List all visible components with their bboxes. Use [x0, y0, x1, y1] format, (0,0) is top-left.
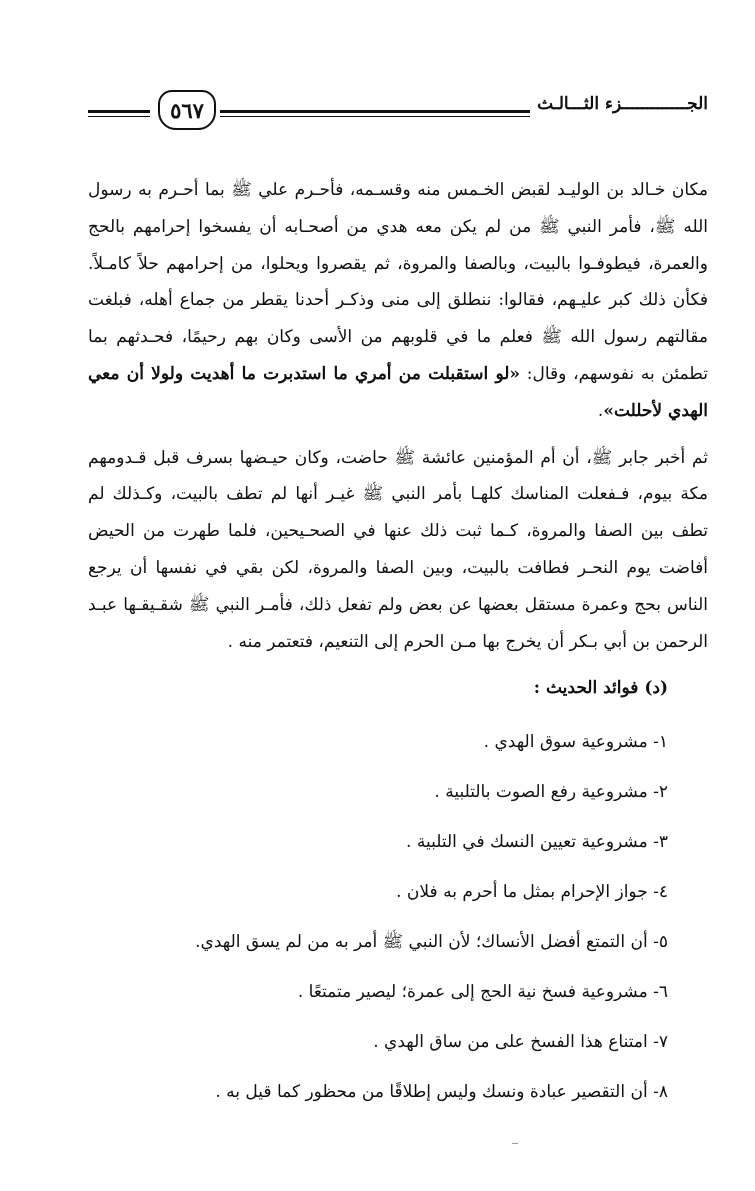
paragraph-1-tail: . — [597, 400, 604, 421]
hadith-quote: «لو استقبلت من أمري ما استدبرت ما أهديت ولولا أن معي الهدي لأحللت» — [88, 363, 708, 421]
list-item: ٧- امتناع هذا الفسخ على من ساق الهدي . — [373, 1032, 668, 1053]
list-item: ٣- مشروعية تعيين النسك في التلبية . — [406, 832, 668, 853]
header-rule-left — [88, 110, 150, 117]
list-item: ٢- مشروعية رفع الصوت بالتلبية . — [434, 782, 668, 803]
paragraph-1-text: مكان خـالد بن الوليـد لقبض الخـمس منه وقسـمه، فأحـرم علي ﷺ بما أحـرم به رسول الله ﷺ، فأمر النبي ﷺ من لم يكن معه هدي من أصحـابه أن يفسخوا إحرامهم بالحج والعمرة، فيطوفـوا بالبيت، وبالصفا والمروة، ثم يقصروا ويحلوا، من إحرامهم حلاً كامـلاً. فكأن ذلك كبر عليـهم، فقالوا: ننطلق إلى منى وذكـر أحدنا يقطر من جماع أهله، فبلغت مقالتهم رسول الله ﷺ فعلم ما في قلوبهم من الأسى وكان بهم رحيمًا، فحـدثهم بما تطمئن به نفوسهم، وقال: — [88, 180, 708, 384]
paragraph-2: ثم أخبر جابر ﷺ، أن أم المؤمنين عائشة ﷺ حاضت، وكان حيـضها بسرف قبل قـدومهم مكة بيوم، فـفعلت المناسك كلهـا بأمر النبي ﷺ غيـر أنها لم تطف بالبيت، وكـذلك لم تطف بين الصفا والمروة، كـما ثبت ذلك عنها في الصحـيحين، فلما طهرت من الحيض أفاضت يوم النحـر فطافت بالبيت، وبين الصفا والمروة، لكن بقي في نفسها أن يرجع الناس بحج وعمرة مستقل بعضها عن بعض ولم تفعل ذلك، فأمـر النبي ﷺ شقـيقـها عبـد الرحمن بن أبي بـكر أن يخرج بها مـن الحرم إلى التنعيم، فتعتمر منه . — [88, 447, 708, 652]
part-title: الجـــــــــــــزء الثـــالـث — [537, 94, 708, 114]
page-header — [88, 86, 708, 138]
page-number: ٥٦٧ — [158, 90, 216, 130]
list-item: ٨- أن التقصير عبادة ونسك وليس إطلاقًا من محظور كما قيل به . — [215, 1082, 668, 1103]
list-item: ٤- جواز الإحرام بمثل ما أحرم به فلان . — [396, 882, 668, 903]
body-text — [88, 172, 708, 1117]
list-item: ١- مشروعية سوق الهدي . — [483, 732, 668, 753]
header-rule — [220, 110, 530, 117]
list-item: ٥- أن التمتع أفضل الأنساك؛ لأن النبي ﷺ أمر به من لم يسق الهدي. — [195, 932, 668, 953]
list-item: ٦- مشروعية فسخ نية الحج إلى عمرة؛ ليصير متمتعًا . — [297, 982, 668, 1003]
footer-mark — [512, 1143, 518, 1144]
paragraph-1 — [88, 172, 708, 430]
benefits-heading: (د) فوائد الحديث : — [533, 678, 668, 699]
benefits-list — [88, 717, 708, 1117]
